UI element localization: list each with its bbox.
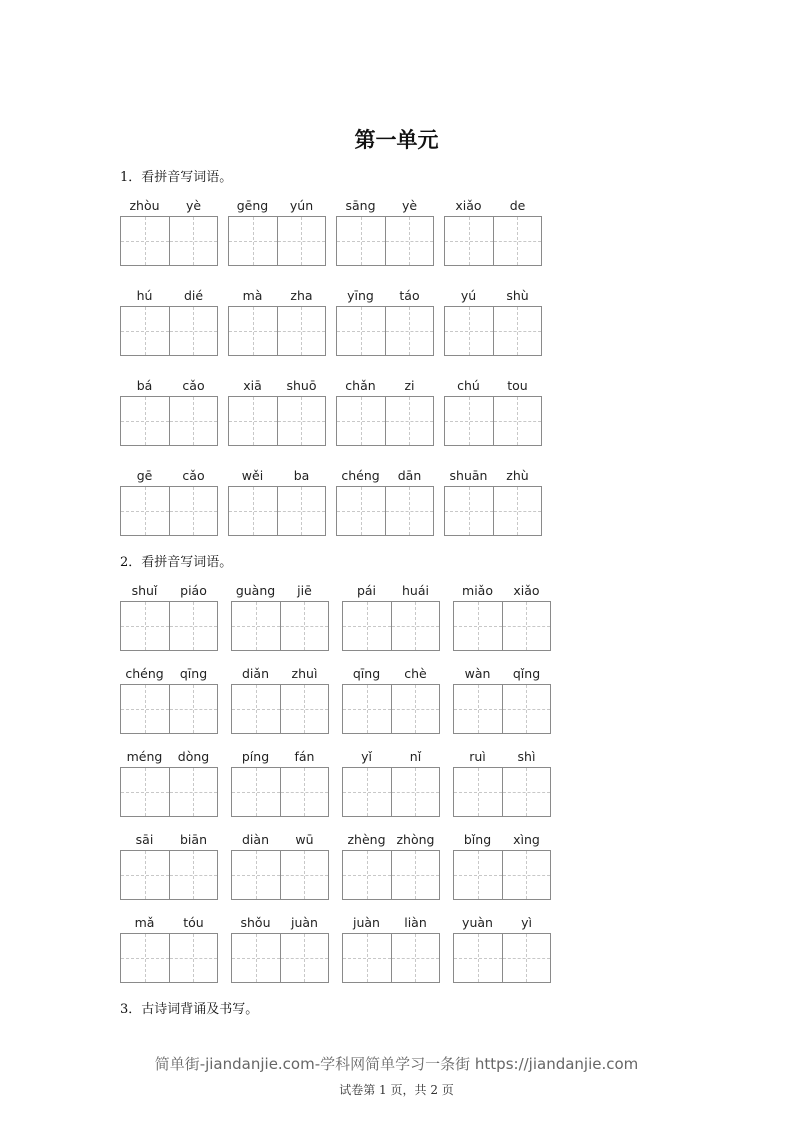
word-writing-group — [228, 378, 326, 446]
tianzige-boxes — [120, 767, 218, 817]
word-writing-group — [336, 378, 434, 446]
pinyin-syllable: tou — [507, 378, 528, 393]
pinyin-syllable: cǎo — [182, 378, 205, 393]
pinyin-syllable: juàn — [353, 915, 380, 930]
tianzige-cell[interactable] — [454, 851, 502, 899]
tianzige-cell[interactable] — [391, 602, 440, 650]
tianzige-cell[interactable] — [445, 487, 493, 535]
word-writing-group — [453, 749, 551, 817]
word-writing-group — [444, 288, 542, 356]
tianzige-cell[interactable] — [169, 934, 218, 982]
pinyin-syllable: miǎo — [462, 583, 493, 598]
word-writing-group — [228, 468, 326, 536]
pinyin-syllable: xiā — [243, 378, 262, 393]
pinyin-row — [231, 583, 329, 601]
page-title: 第一单元 — [354, 127, 439, 152]
word-writing-group — [120, 832, 218, 900]
tianzige-cell[interactable] — [445, 397, 493, 445]
tianzige-cell[interactable] — [280, 934, 329, 982]
tianzige-cell[interactable] — [337, 307, 385, 355]
word-writing-group — [120, 468, 218, 536]
word-writing-group — [444, 198, 542, 266]
tianzige-cell[interactable] — [391, 768, 440, 816]
tianzige-boxes — [342, 933, 440, 983]
tianzige-cell[interactable] — [454, 934, 502, 982]
tianzige-cell[interactable] — [337, 487, 385, 535]
pinyin-row — [120, 378, 218, 396]
pinyin-syllable: qǐng — [512, 666, 541, 681]
pinyin-syllable: táo — [399, 288, 420, 303]
pinyin-row — [342, 749, 440, 767]
tianzige-cell[interactable] — [169, 307, 218, 355]
pinyin-syllable: yún — [289, 198, 314, 213]
tianzige-cell[interactable] — [454, 768, 502, 816]
pinyin-row — [336, 198, 434, 216]
tianzige-cell[interactable] — [169, 851, 218, 899]
tianzige-boxes — [453, 767, 551, 817]
tianzige-cell[interactable] — [169, 217, 218, 265]
pinyin-syllable: wū — [295, 832, 314, 847]
tianzige-cell[interactable] — [280, 602, 329, 650]
tianzige-cell[interactable] — [121, 934, 169, 982]
tianzige-cell[interactable] — [391, 851, 440, 899]
pinyin-row — [231, 832, 329, 850]
pinyin-row — [342, 583, 440, 601]
pinyin-syllable: zhòu — [129, 198, 160, 213]
tianzige-cell[interactable] — [493, 307, 542, 355]
word-writing-group — [336, 468, 434, 536]
tianzige-cell[interactable] — [454, 685, 502, 733]
tianzige-cell[interactable] — [343, 934, 391, 982]
tianzige-boxes — [120, 933, 218, 983]
pinyin-syllable: ba — [293, 468, 310, 483]
tianzige-cell[interactable] — [391, 934, 440, 982]
pinyin-syllable: cǎo — [182, 468, 205, 483]
word-writing-group — [120, 288, 218, 356]
pinyin-syllable: mà — [242, 288, 263, 303]
pinyin-row — [120, 583, 218, 601]
tianzige-boxes — [336, 396, 434, 446]
pinyin-syllable: jiē — [297, 583, 312, 598]
tianzige-cell[interactable] — [502, 768, 551, 816]
pinyin-syllable: bá — [136, 378, 153, 393]
pinyin-row — [336, 378, 434, 396]
tianzige-cell[interactable] — [280, 768, 329, 816]
pinyin-row — [336, 288, 434, 306]
tianzige-cell[interactable] — [169, 685, 218, 733]
tianzige-cell[interactable] — [169, 602, 218, 650]
word-writing-group — [231, 583, 329, 651]
word-writing-group — [120, 915, 218, 983]
question-3-heading: 3．古诗词背诵及书写。 — [120, 1002, 259, 1017]
tianzige-boxes — [342, 767, 440, 817]
tianzige-boxes — [228, 306, 326, 356]
tianzige-cell[interactable] — [445, 217, 493, 265]
tianzige-boxes — [228, 486, 326, 536]
pinyin-syllable: zhòng — [396, 832, 435, 847]
word-writing-group — [342, 583, 440, 651]
pinyin-syllable: wàn — [464, 666, 491, 681]
tianzige-cell[interactable] — [280, 685, 329, 733]
pinyin-syllable: fán — [294, 749, 315, 764]
word-writing-group — [342, 666, 440, 734]
tianzige-cell[interactable] — [385, 487, 434, 535]
pinyin-syllable: chéng — [125, 666, 164, 681]
pinyin-syllable: zhèng — [347, 832, 386, 847]
pinyin-syllable: chú — [457, 378, 480, 393]
tianzige-boxes — [336, 486, 434, 536]
word-writing-group — [228, 288, 326, 356]
pinyin-row — [444, 468, 542, 486]
pinyin-row — [453, 583, 551, 601]
pinyin-syllable: hú — [136, 288, 153, 303]
tianzige-cell[interactable] — [502, 602, 551, 650]
tianzige-cell[interactable] — [229, 397, 277, 445]
tianzige-boxes — [231, 850, 329, 900]
pinyin-row — [342, 915, 440, 933]
pinyin-row — [444, 198, 542, 216]
tianzige-boxes — [120, 850, 218, 900]
pinyin-syllable: chè — [404, 666, 427, 681]
word-writing-group — [120, 749, 218, 817]
pinyin-syllable: shì — [517, 749, 536, 764]
tianzige-boxes — [444, 306, 542, 356]
tianzige-cell[interactable] — [502, 851, 551, 899]
pinyin-row — [453, 832, 551, 850]
tianzige-cell[interactable] — [280, 851, 329, 899]
tianzige-boxes — [231, 933, 329, 983]
pinyin-syllable: sāi — [135, 832, 154, 847]
word-writing-group — [453, 832, 551, 900]
word-writing-group — [453, 583, 551, 651]
pinyin-syllable: dòng — [177, 749, 210, 764]
tianzige-cell[interactable] — [277, 397, 326, 445]
pinyin-syllable: zhuì — [291, 666, 318, 681]
word-writing-group — [453, 666, 551, 734]
tianzige-cell[interactable] — [229, 217, 277, 265]
pinyin-syllable: wěi — [241, 468, 264, 483]
tianzige-cell[interactable] — [493, 217, 542, 265]
tianzige-cell[interactable] — [277, 487, 326, 535]
tianzige-boxes — [228, 216, 326, 266]
tianzige-boxes — [120, 306, 218, 356]
tianzige-cell[interactable] — [232, 768, 280, 816]
tianzige-boxes — [120, 216, 218, 266]
tianzige-cell[interactable] — [121, 307, 169, 355]
tianzige-boxes — [444, 396, 542, 446]
tianzige-cell[interactable] — [385, 307, 434, 355]
pinyin-syllable: píng — [241, 749, 270, 764]
tianzige-cell[interactable] — [121, 685, 169, 733]
pinyin-syllable: shuān — [449, 468, 488, 483]
tianzige-boxes — [231, 767, 329, 817]
pinyin-row — [342, 666, 440, 684]
word-writing-group — [120, 378, 218, 446]
pinyin-row — [120, 288, 218, 306]
pinyin-syllable: biān — [180, 832, 207, 847]
pinyin-syllable: qīng — [179, 666, 208, 681]
word-writing-group — [342, 832, 440, 900]
tianzige-boxes — [120, 601, 218, 651]
pinyin-syllable: qīng — [352, 666, 381, 681]
pinyin-syllable: liàn — [404, 915, 427, 930]
pinyin-syllable: dān — [397, 468, 422, 483]
tianzige-cell[interactable] — [493, 397, 542, 445]
word-writing-group — [120, 583, 218, 651]
tianzige-cell[interactable] — [169, 397, 218, 445]
question-1-heading: 1．看拼音写词语。 — [120, 170, 233, 185]
pinyin-syllable: gē — [136, 468, 153, 483]
pinyin-syllable: diǎn — [242, 666, 269, 681]
pinyin-row — [228, 288, 326, 306]
pinyin-row — [228, 378, 326, 396]
pinyin-syllable: zha — [290, 288, 313, 303]
pinyin-syllable: chéng — [341, 468, 380, 483]
tianzige-cell[interactable] — [169, 487, 218, 535]
pinyin-syllable: tóu — [183, 915, 204, 930]
tianzige-cell[interactable] — [343, 851, 391, 899]
pinyin-syllable: yīng — [347, 288, 374, 303]
pinyin-row — [120, 915, 218, 933]
tianzige-cell[interactable] — [121, 768, 169, 816]
tianzige-boxes — [444, 216, 542, 266]
tianzige-cell[interactable] — [502, 934, 551, 982]
tianzige-cell[interactable] — [277, 217, 326, 265]
pinyin-syllable: piáo — [180, 583, 207, 598]
watermark: 简单街-jiandanjie.com-学科网简单学习一条街 https://jiandanjie.com — [154, 1055, 639, 1073]
pinyin-syllable: de — [509, 198, 526, 213]
tianzige-cell[interactable] — [385, 397, 434, 445]
question-2-heading: 2．看拼音写词语。 — [120, 555, 233, 570]
pinyin-row — [231, 915, 329, 933]
pinyin-syllable: guàng — [235, 583, 276, 598]
tianzige-cell[interactable] — [232, 934, 280, 982]
tianzige-cell[interactable] — [337, 217, 385, 265]
tianzige-boxes — [228, 396, 326, 446]
pinyin-row — [444, 378, 542, 396]
word-writing-group — [231, 832, 329, 900]
pinyin-syllable: shuō — [286, 378, 317, 393]
tianzige-cell[interactable] — [121, 397, 169, 445]
word-writing-group — [231, 749, 329, 817]
tianzige-cell[interactable] — [169, 768, 218, 816]
pinyin-syllable: diàn — [242, 832, 269, 847]
tianzige-cell[interactable] — [454, 602, 502, 650]
tianzige-boxes — [444, 486, 542, 536]
pinyin-row — [231, 666, 329, 684]
word-writing-group — [228, 198, 326, 266]
tianzige-cell[interactable] — [229, 307, 277, 355]
pinyin-syllable: nǐ — [409, 749, 422, 764]
word-writing-group — [342, 915, 440, 983]
tianzige-cell[interactable] — [493, 487, 542, 535]
tianzige-boxes — [336, 216, 434, 266]
pinyin-syllable: yì — [521, 915, 532, 930]
tianzige-cell[interactable] — [385, 217, 434, 265]
pinyin-syllable: xiǎo — [455, 198, 482, 213]
tianzige-cell[interactable] — [277, 307, 326, 355]
tianzige-cell[interactable] — [337, 397, 385, 445]
pinyin-syllable: sāng — [345, 198, 376, 213]
word-writing-group — [342, 749, 440, 817]
pinyin-syllable: shuǐ — [131, 583, 158, 598]
pinyin-row — [453, 666, 551, 684]
pinyin-syllable: zhù — [506, 468, 529, 483]
tianzige-cell[interactable] — [232, 602, 280, 650]
tianzige-boxes — [342, 850, 440, 900]
tianzige-cell[interactable] — [391, 685, 440, 733]
pinyin-syllable: shǒu — [240, 915, 271, 930]
pinyin-syllable: yè — [401, 198, 418, 213]
tianzige-boxes — [336, 306, 434, 356]
page-footer: 试卷第 1 页，共 2 页 — [339, 1083, 454, 1097]
pinyin-syllable: shù — [506, 288, 529, 303]
pinyin-row — [120, 198, 218, 216]
tianzige-cell[interactable] — [502, 685, 551, 733]
tianzige-boxes — [231, 684, 329, 734]
tianzige-cell[interactable] — [121, 217, 169, 265]
tianzige-boxes — [453, 850, 551, 900]
pinyin-row — [120, 749, 218, 767]
pinyin-syllable: bǐng — [463, 832, 492, 847]
pinyin-row — [453, 915, 551, 933]
word-writing-group — [120, 666, 218, 734]
tianzige-boxes — [342, 601, 440, 651]
tianzige-boxes — [231, 601, 329, 651]
pinyin-row — [231, 749, 329, 767]
word-writing-group — [336, 288, 434, 356]
word-writing-group — [336, 198, 434, 266]
pinyin-syllable: ruì — [469, 749, 486, 764]
word-writing-group — [231, 915, 329, 983]
pinyin-row — [120, 832, 218, 850]
tianzige-boxes — [453, 601, 551, 651]
pinyin-syllable: xiǎo — [513, 583, 540, 598]
pinyin-row — [336, 468, 434, 486]
tianzige-cell[interactable] — [229, 487, 277, 535]
pinyin-syllable: gēng — [236, 198, 269, 213]
pinyin-row — [342, 832, 440, 850]
tianzige-cell[interactable] — [343, 602, 391, 650]
pinyin-syllable: dié — [183, 288, 204, 303]
pinyin-row — [444, 288, 542, 306]
tianzige-cell[interactable] — [121, 602, 169, 650]
tianzige-cell[interactable] — [343, 768, 391, 816]
pinyin-syllable: yè — [185, 198, 202, 213]
pinyin-syllable: yǐ — [361, 749, 372, 764]
word-writing-group — [231, 666, 329, 734]
tianzige-cell[interactable] — [445, 307, 493, 355]
pinyin-syllable: yú — [460, 288, 477, 303]
pinyin-syllable: yuàn — [462, 915, 493, 930]
pinyin-row — [228, 198, 326, 216]
word-writing-group — [453, 915, 551, 983]
pinyin-row — [453, 749, 551, 767]
pinyin-syllable: xìng — [513, 832, 540, 847]
pinyin-row — [120, 666, 218, 684]
pinyin-row — [228, 468, 326, 486]
tianzige-boxes — [120, 396, 218, 446]
word-writing-group — [444, 378, 542, 446]
pinyin-syllable: pái — [356, 583, 377, 598]
tianzige-boxes — [453, 933, 551, 983]
tianzige-boxes — [120, 486, 218, 536]
tianzige-boxes — [453, 684, 551, 734]
tianzige-cell[interactable] — [121, 487, 169, 535]
pinyin-syllable: chǎn — [345, 378, 376, 393]
tianzige-boxes — [342, 684, 440, 734]
tianzige-cell[interactable] — [232, 851, 280, 899]
pinyin-row — [120, 468, 218, 486]
pinyin-syllable: juàn — [291, 915, 318, 930]
pinyin-syllable: zi — [404, 378, 415, 393]
word-writing-group — [120, 198, 218, 266]
pinyin-syllable: méng — [126, 749, 163, 764]
pinyin-syllable: huái — [402, 583, 429, 598]
tianzige-cell[interactable] — [343, 685, 391, 733]
pinyin-syllable: mǎ — [134, 915, 155, 930]
tianzige-boxes — [120, 684, 218, 734]
word-writing-group — [444, 468, 542, 536]
tianzige-cell[interactable] — [232, 685, 280, 733]
tianzige-cell[interactable] — [121, 851, 169, 899]
